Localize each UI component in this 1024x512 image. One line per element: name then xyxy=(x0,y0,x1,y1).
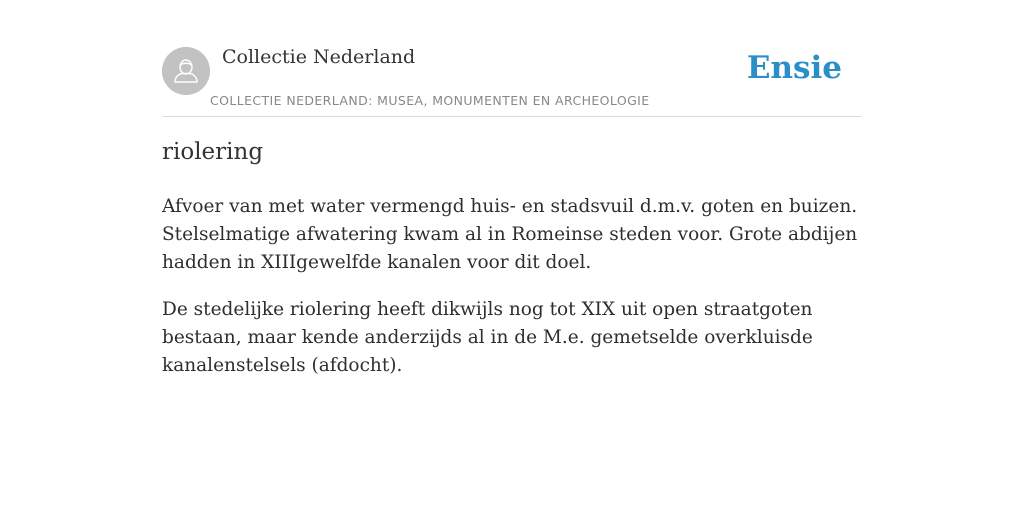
entry-body xyxy=(162,193,862,399)
entry-header xyxy=(162,0,862,117)
brand-logo[interactable]: Ensie xyxy=(746,50,842,86)
user-silhouette-icon xyxy=(162,47,210,95)
entry-paragraph-1: Afvoer van met water vermengd huis- en stadsvuil d.m.v. goten en buizen. Stelselmatige afwatering kwam al in Romeinse steden voor. Grote abdijen hadden in XIIIgewelfde kanalen voor dit doel. xyxy=(162,196,858,273)
user-avatar-icon[interactable] xyxy=(162,47,210,95)
entry-paragraph-2: De stedelijke riolering heeft dikwijls nog tot XIX uit open straatgoten bestaan, maar kende anderzijds al in de M.e. gemetselde overkluisde kanalenstelsels (afdocht). xyxy=(162,299,813,376)
author-name[interactable]: Collectie Nederland xyxy=(222,46,416,68)
entry-card xyxy=(162,0,862,512)
entry-title: riolering xyxy=(162,139,264,165)
source-subtitle[interactable]: COLLECTIE NEDERLAND: MUSEA, MONUMENTEN EN ARCHEOLOGIE xyxy=(210,93,650,108)
